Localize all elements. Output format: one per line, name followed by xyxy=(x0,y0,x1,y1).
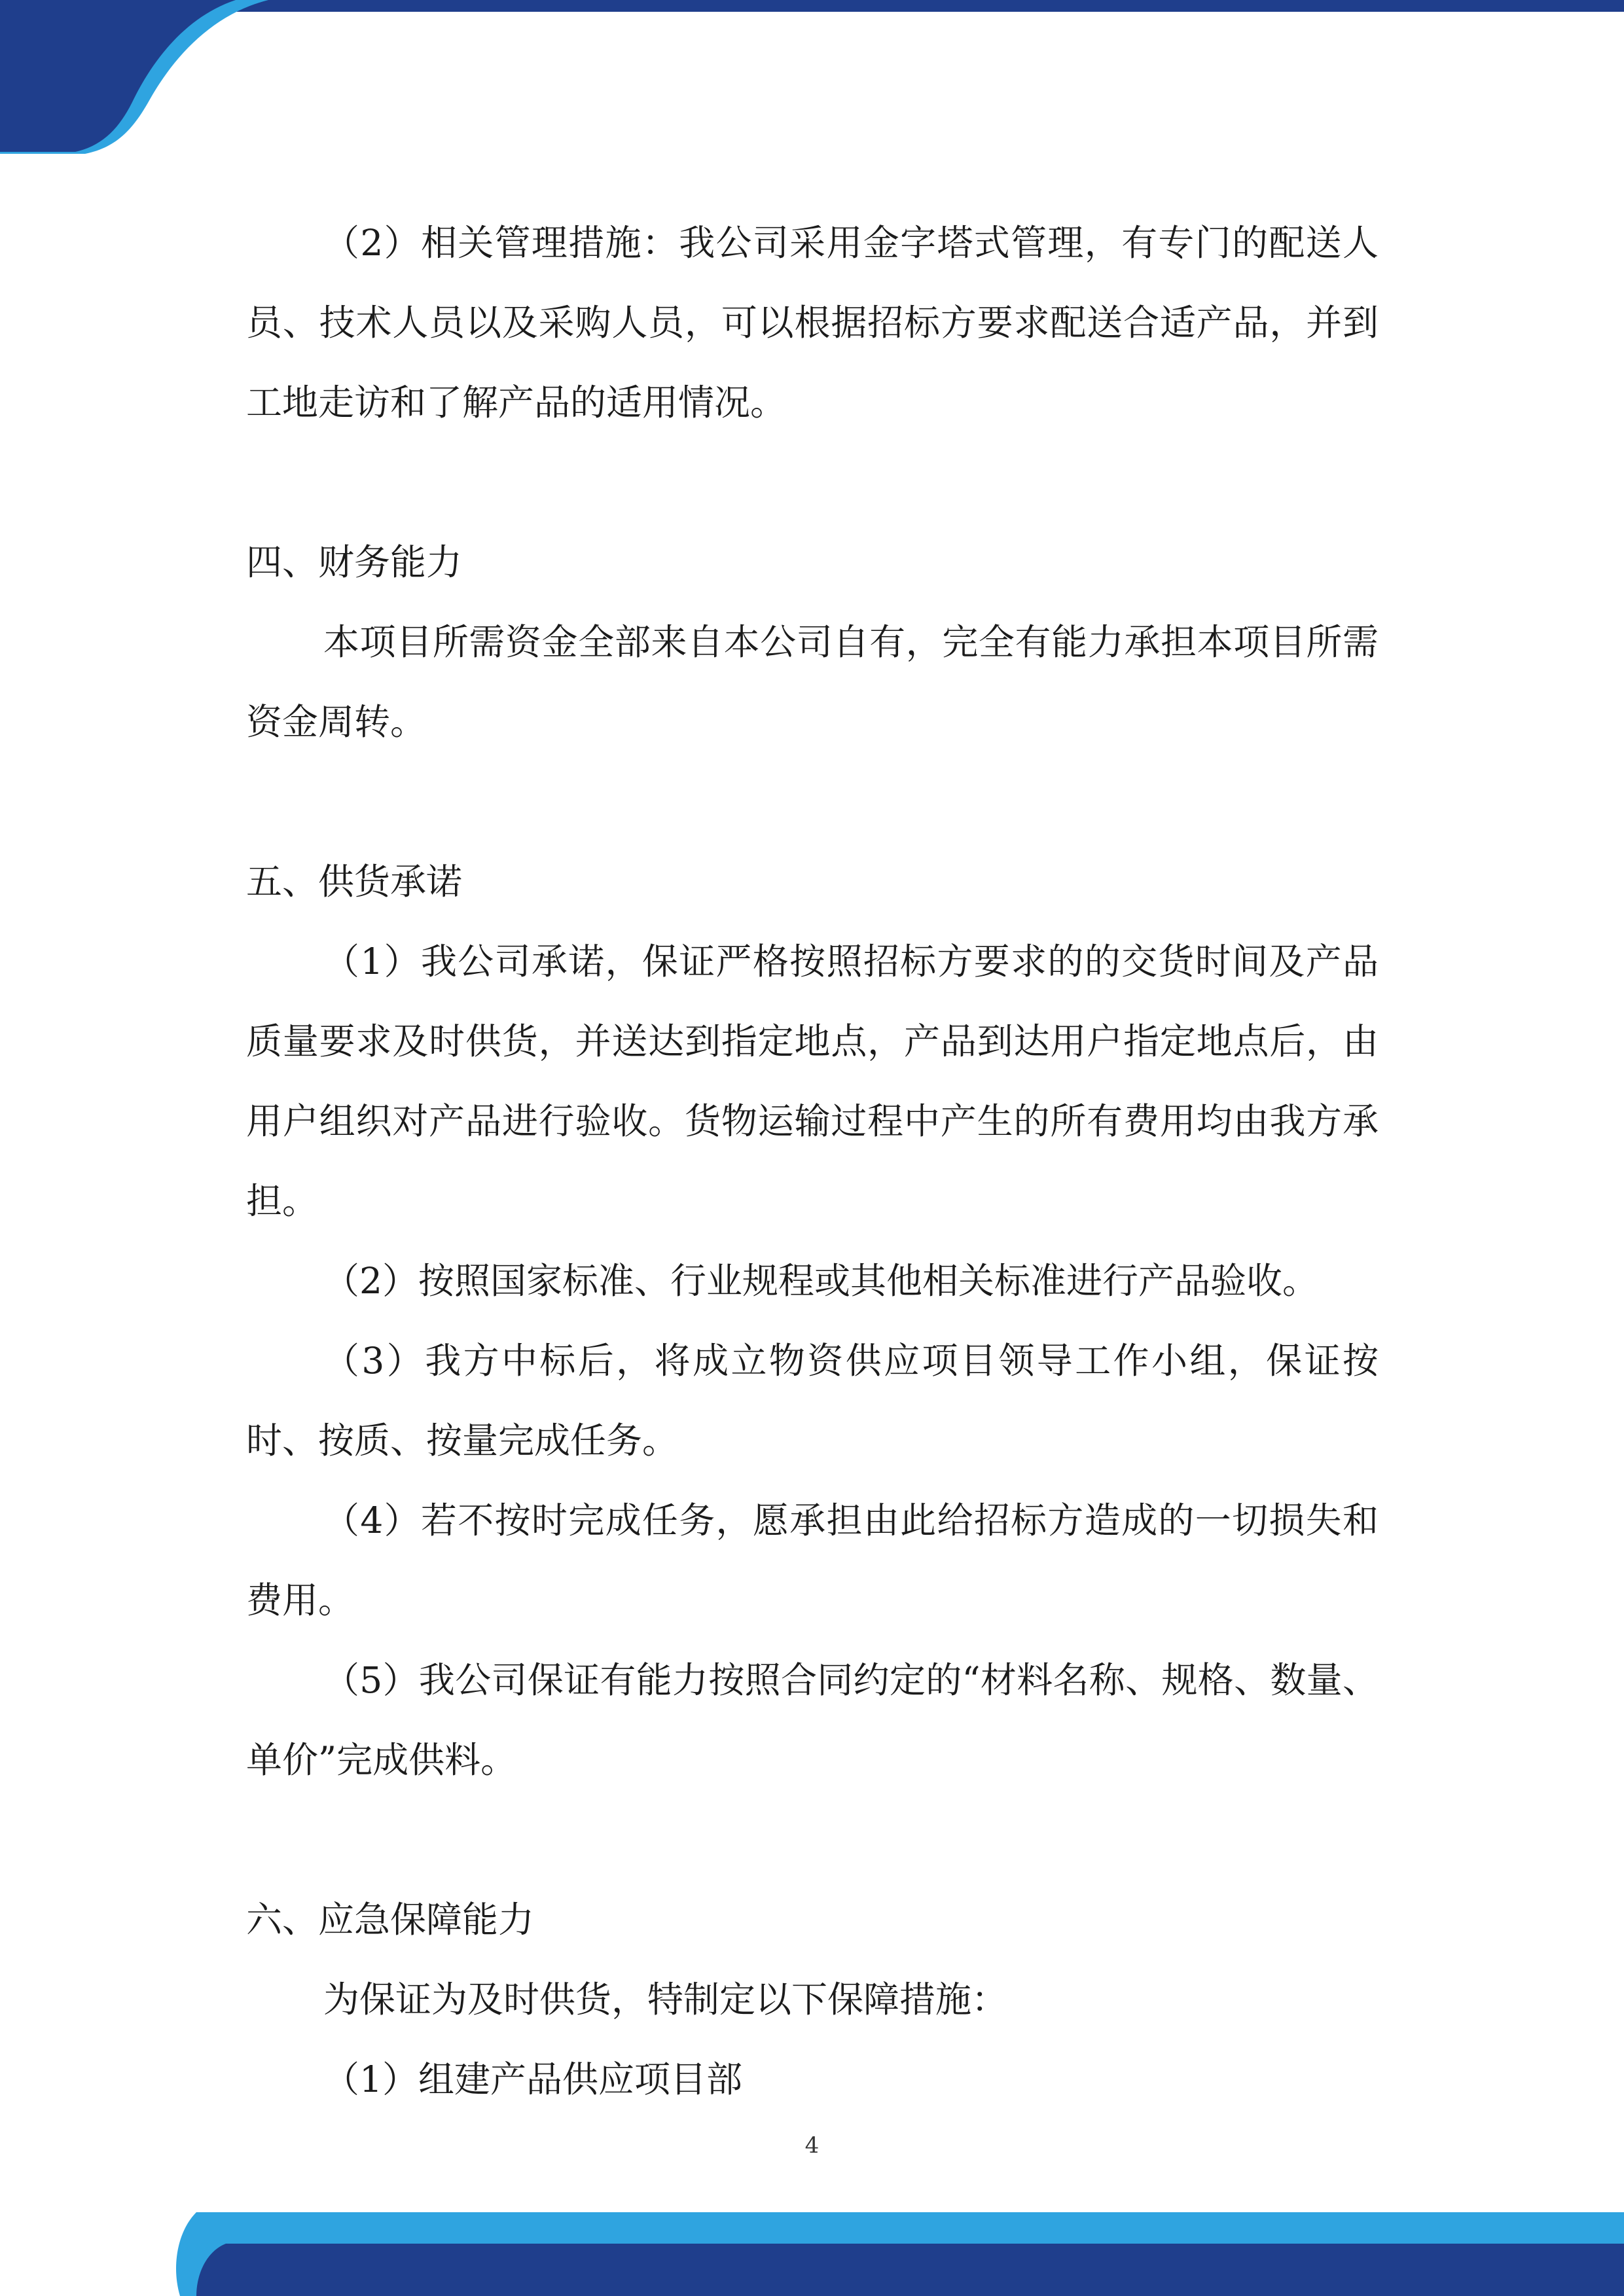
paragraph: （5）我公司保证有能力按照合同约定的“材料名称、规格、数量、单价”完成供料。 xyxy=(246,1659,1379,1781)
paragraph: （1）我公司承诺，保证严格按照招标方要求的的交货时间及产品质量要求及时供货，并送达到指定地点，产品到达用户指定地点后，由用户组织对产品进行验收。货物运输过程中产生的所有费用均由我方承担。 xyxy=(246,941,1379,1222)
document-body xyxy=(246,203,1379,2119)
section-heading-four: 四、财务能力 xyxy=(246,541,463,583)
paragraph: （1）组建产品供应项目部 xyxy=(323,2058,742,2100)
paragraph: （4）若不按时完成任务，愿承担由此给招标方造成的一切损失和费用。 xyxy=(246,1499,1379,1621)
header-wave-decoration xyxy=(0,0,1624,157)
paragraph: （3）我方中标后，将成立物资供应项目领导工作小组，保证按时、按质、按量完成任务。 xyxy=(246,1340,1379,1462)
section-gap xyxy=(246,442,1379,522)
section-heading-six: 六、应急保障能力 xyxy=(246,1899,535,1941)
section-gap xyxy=(246,1800,1379,1880)
section-heading-five: 五、供货承诺 xyxy=(246,861,463,903)
paragraph: 本项目所需资金全部来自本公司自有，完全有能力承担本项目所需资金周转。 xyxy=(246,621,1379,743)
paragraph: （2）按照国家标准、行业规程或其他相关标准进行产品验收。 xyxy=(323,1260,1318,1302)
section-gap xyxy=(246,762,1379,842)
paragraph: 为保证为及时供货，特制定以下保障措施： xyxy=(323,1979,1008,2020)
paragraph: （2）相关管理措施：我公司采用金字塔式管理，有专门的配送人员、技术人员以及采购人员，可以根据招标方要求配送合适产品，并到工地走访和了解产品的适用情况。 xyxy=(246,222,1379,423)
footer-wave-decoration xyxy=(0,2212,1624,2296)
page-number: 4 xyxy=(804,2132,820,2159)
